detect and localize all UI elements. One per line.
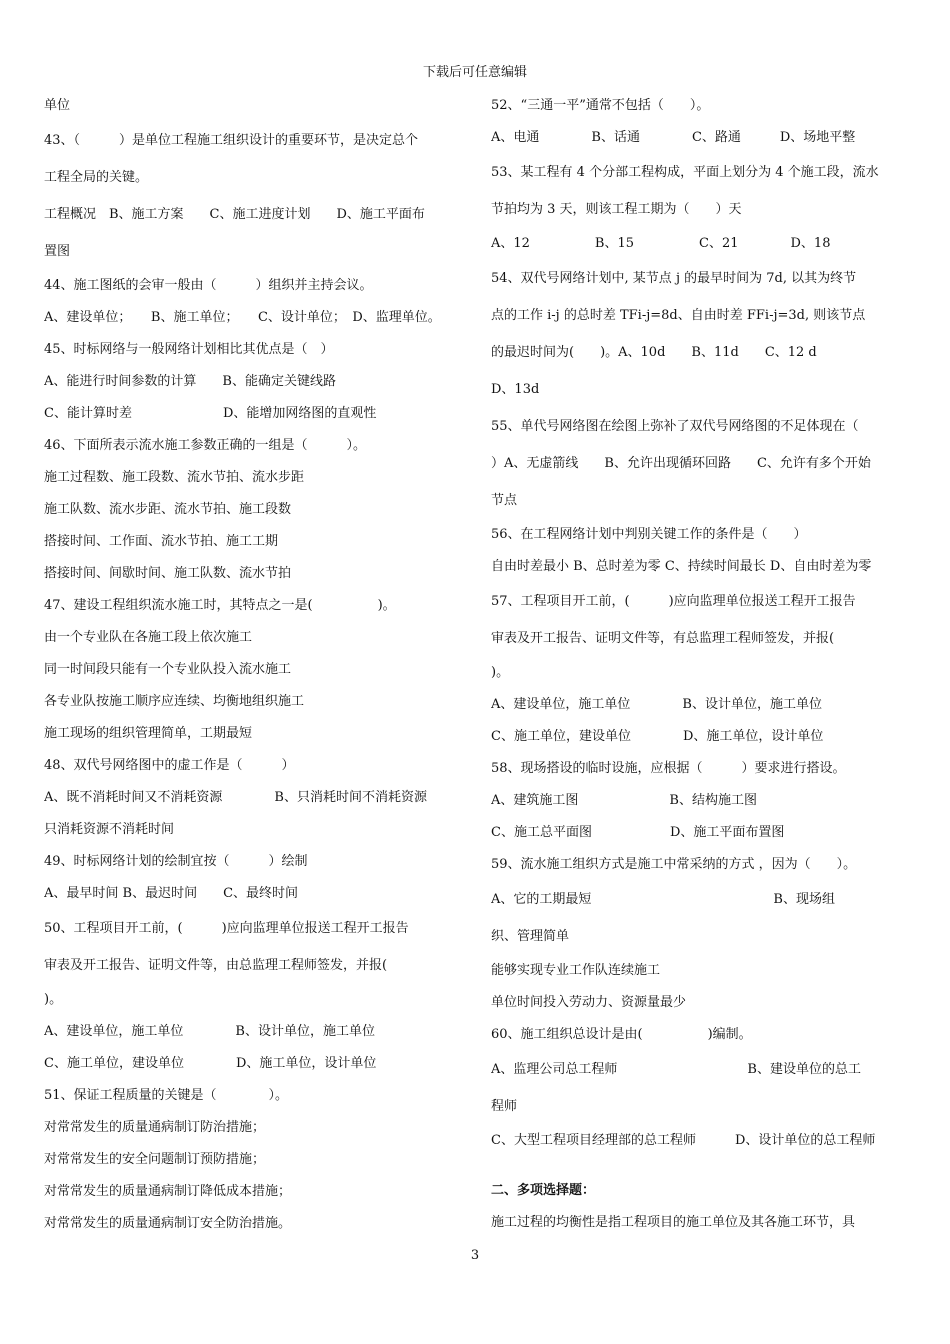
question-54: 54、双代号网络计划中, 某节点 j 的最早时间为 7d, 以其为终节	[491, 271, 857, 286]
question-55: 55、单代号网络图在绘图上弥补了双代号网络图的不足体现在（	[491, 419, 859, 434]
section-heading: 二、多项选择题：	[491, 1183, 596, 1198]
text-line: 织、管理简单	[491, 929, 570, 944]
options-line: C、施工单位，建设单位 D、施工单位，设计单位	[44, 1056, 377, 1071]
question-50: 50、工程项目开工前，( )应向监理单位报送工程开工报告	[44, 921, 409, 936]
options-line: A、能进行时间参数的计算 B、能确定关键线路	[44, 374, 336, 389]
text-line: 施工过程的均衡性是指工程项目的施工单位及其各施工环节，具	[491, 1215, 856, 1230]
question-60: 60、施工组织总设计是由( )编制。	[491, 1027, 752, 1042]
text-line: )。	[44, 992, 63, 1007]
question-46: 46、下面所表示流水施工参数正确的一组是（ ）。	[44, 438, 367, 453]
option-line: 对常常发生的质量通病制订降低成本措施；	[44, 1184, 292, 1199]
option-line: 施工队数、流水步距、流水节拍、施工段数	[44, 502, 292, 517]
text-line: 点的工作 i-j 的总时差 TFi-j=8d、自由时差 FFi-j=3d, 则该节点	[491, 308, 866, 323]
right-column	[491, 90, 909, 1239]
question-59: 59、流水施工组织方式是施工中常采纳的方式 ，因为（ ）。	[491, 857, 857, 872]
question-45: 45、时标网络与一般网络计划相比其优点是（ ）	[44, 342, 334, 357]
option-line: 各专业队按施工顺序应连续、均衡地组织施工	[44, 694, 305, 709]
text-line: 单位	[44, 98, 71, 113]
option-line: 同一时间段只能有一个专业队投入流水施工	[44, 662, 292, 677]
option-line: 施工过程数、施工段数、流水节拍、流水步距	[44, 470, 305, 485]
options-line: A、建筑施工图 B、结构施工图	[491, 793, 757, 808]
option-line: 对常常发生的质量通病制订安全防治措施。	[44, 1216, 292, 1231]
option-line: 施工现场的组织管理简单，工期最短	[44, 726, 253, 741]
options-line: C、大型工程项目经理部的总工程师 D、设计单位的总工程师	[491, 1133, 876, 1148]
question-44: 44、施工图纸的会审一般由（ ）组织并主持会议。	[44, 278, 373, 293]
question-47: 47、建设工程组织流水施工时，其特点之一是( )。	[44, 598, 396, 613]
options-line: A、建设单位； B、施工单位； C、设计单位； D、监理单位。	[44, 310, 441, 325]
options-line: A、建设单位，施工单位 B、设计单位，施工单位	[44, 1024, 375, 1039]
options-line: C、能计算时差 D、能增加网络图的直观性	[44, 406, 377, 421]
option-line: 对常常发生的安全问题制订预防措施；	[44, 1152, 266, 1167]
option-line: 能够实现专业工作队连续施工	[491, 963, 661, 978]
options-line: ）A、无虚箭线 B、允许出现循环回路 C、允许有多个开始	[491, 456, 871, 471]
question-51: 51、保证工程质量的关键是（ ）。	[44, 1088, 289, 1103]
options-line: A、电通 B、话通 C、路通 D、场地平整	[491, 130, 856, 145]
question-52: 52、“三通一平”通常不包括（ ）。	[491, 98, 710, 113]
options-line: C、施工总平面图 D、施工平面布置图	[491, 825, 785, 840]
text-line: 审表及开工报告、证明文件等，有总监理工程师签发，并报(	[491, 631, 835, 646]
text-line: )。	[491, 665, 510, 680]
text-line: 程师	[491, 1099, 518, 1114]
option-line: 由一个专业队在各施工段上依次施工	[44, 630, 253, 645]
question-53: 53、某工程有 4 个分部工程构成，平面上划分为 4 个施工段，流水	[491, 165, 879, 180]
option-line: 搭接时间、间歇时间、施工队数、流水节拍	[44, 566, 292, 581]
option-line: 搭接时间、工作面、流水节拍、施工工期	[44, 534, 279, 549]
options-line: A、12 B、15 C、21 D、18	[491, 236, 831, 251]
option-line: 对常常发生的质量通病制订防治措施；	[44, 1120, 266, 1135]
text-line: 节拍均为 3 天，则该工程工期为（ ）天	[491, 202, 742, 217]
question-58: 58、现场搭设的临时设施，应根据（ ）要求进行搭设。	[491, 761, 846, 776]
question-48: 48、双代号网络图中的虚工作是（ ）	[44, 758, 295, 773]
options-line: A、最早时间 B、最迟时间 C、最终时间	[44, 886, 299, 901]
options-line: A、建设单位，施工单位 B、设计单位，施工单位	[491, 697, 822, 712]
left-column	[44, 90, 474, 1240]
option-line: 单位时间投入劳动力、资源量最少	[491, 995, 687, 1010]
text-line: 工程全局的关键。	[44, 170, 149, 185]
text-line: 置图	[44, 244, 71, 259]
option-line: D、13d	[491, 382, 540, 397]
option-line: 只消耗资源不消耗时间	[44, 822, 175, 837]
options-line: A、既不消耗时间又不消耗资源 B、只消耗时间不消耗资源	[44, 790, 427, 805]
options-line: 自由时差最小 B、总时差为零 C、持续时间最长 D、自由时差为零	[491, 559, 872, 574]
question-56: 56、在工程网络计划中判别关键工作的条件是（ ）	[491, 527, 807, 542]
options-line: C、施工单位，建设单位 D、施工单位，设计单位	[491, 729, 824, 744]
page-header: 下载后可任意编辑	[422, 65, 527, 80]
page-number: 3	[470, 1248, 480, 1263]
options-line: 工程概况 B、施工方案 C、施工进度计划 D、施工平面布	[44, 207, 425, 222]
question-49: 49、时标网络计划的绘制宜按（ ）绘制	[44, 854, 308, 869]
options-line: A、它的工期最短 B、现场组	[491, 892, 835, 907]
text-line: 审表及开工报告、证明文件等，由总监理工程师签发，并报(	[44, 958, 388, 973]
text-line: 节点	[491, 493, 518, 508]
question-43: 43、（ ）是单位工程施工组织设计的重要环节，是决定总个	[44, 133, 419, 148]
options-line: 的最迟时间为( )。A、10d B、11d C、12 d	[491, 345, 817, 360]
question-57: 57、工程项目开工前，( )应向监理单位报送工程开工报告	[491, 594, 856, 609]
options-line: A、监理公司总工程师 B、建设单位的总工	[491, 1062, 861, 1077]
